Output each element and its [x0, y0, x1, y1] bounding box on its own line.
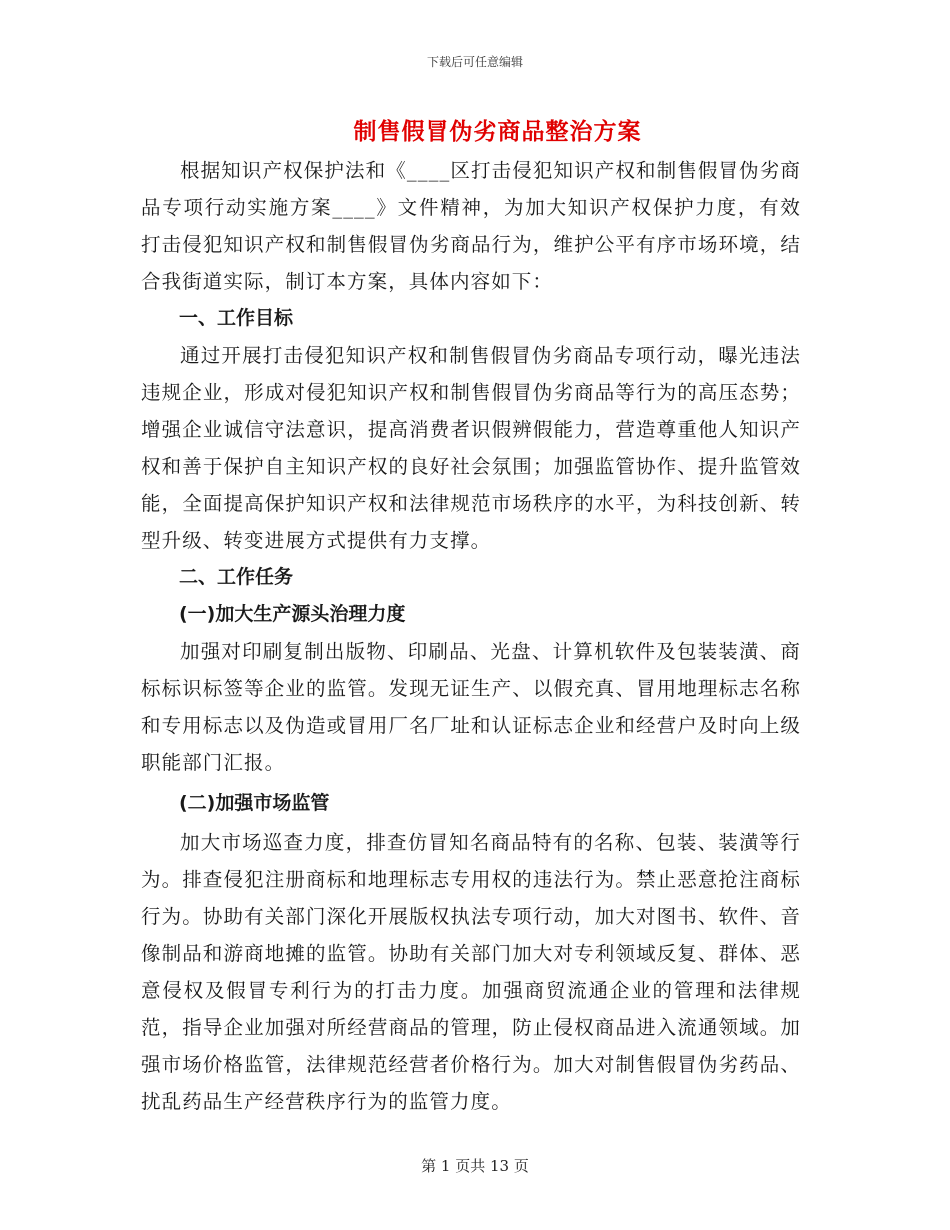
page-number: 第 1 页共 13 页 [421, 1157, 529, 1175]
market-paragraph: 加大市场巡查力度，排查仿冒知名商品特有的名称、包装、装潢等行为。排查侵犯注册商标和地理标志专用权的违法行为。禁止恶意抢注商标行为。协助有关部门深化开展版权执法专项行动，加大对图书、软件、音像制品和游商地摊的监管。协助有关部门加大对专利领域反复、群体、恶意侵权及假冒专利行为的打击力度。加强商贸流通企业的管理和法律规范，指导企业加强对所经营商品的管理，防止侵权商品进入流通领域。加强市场价格监管，法律规范经营者价格行为。加大对制售假冒伪劣药品、扰乱药品生产经营秩序行为的监管力度。 [141, 831, 801, 1113]
production-paragraph: 加强对印刷复制出版物、印刷品、光盘、计算机软件及包装装潢、商标标识标签等企业的监管。发现无证生产、以假充真、冒用地理标志名称和专用标志以及伪造或冒用厂名厂址和认证标志企业和经营户及时向上级职能部门汇报。 [141, 640, 801, 774]
subsection-heading-market: (二)加强市场监管 [179, 792, 330, 814]
section-heading-tasks: 二、工作任务 [179, 566, 294, 588]
goals-paragraph: 通过开展打击侵犯知识产权和制售假冒伪劣商品专项行动，曝光违法违规企业，形成对侵犯知识产权和制售假冒伪劣商品等行为的高压态势；增强企业诚信守法意识，提高消费者识假辨假能力，营造尊重他人知识产权和善于保护自主知识产权的良好社会氛围；加强监管协作、提升监管效能，全面提高保护知识产权和法律规范市场秩序的水平，为科技创新、转型升级、转变进展方式提供有力支撑。 [141, 344, 801, 552]
download-note: 下载后可任意编辑 [426, 55, 523, 69]
intro-paragraph: 根据知识产权保护法和《____区打击侵犯知识产权和制售假冒伪劣商品专项行动实施方案____》文件精神，为加大知识产权保护力度，有效打击侵犯知识产权和制售假冒伪劣商品行为，维护公平有序市场环境，结合我街道实际，制订本方案，具体内容如下： [141, 159, 801, 293]
document-body [141, 152, 801, 1120]
subsection-heading-production: (一)加大生产源头治理力度 [179, 603, 406, 625]
section-heading-goals: 一、工作目标 [179, 307, 294, 329]
document-title: 制售假冒伪劣商品整治方案 [353, 118, 642, 145]
